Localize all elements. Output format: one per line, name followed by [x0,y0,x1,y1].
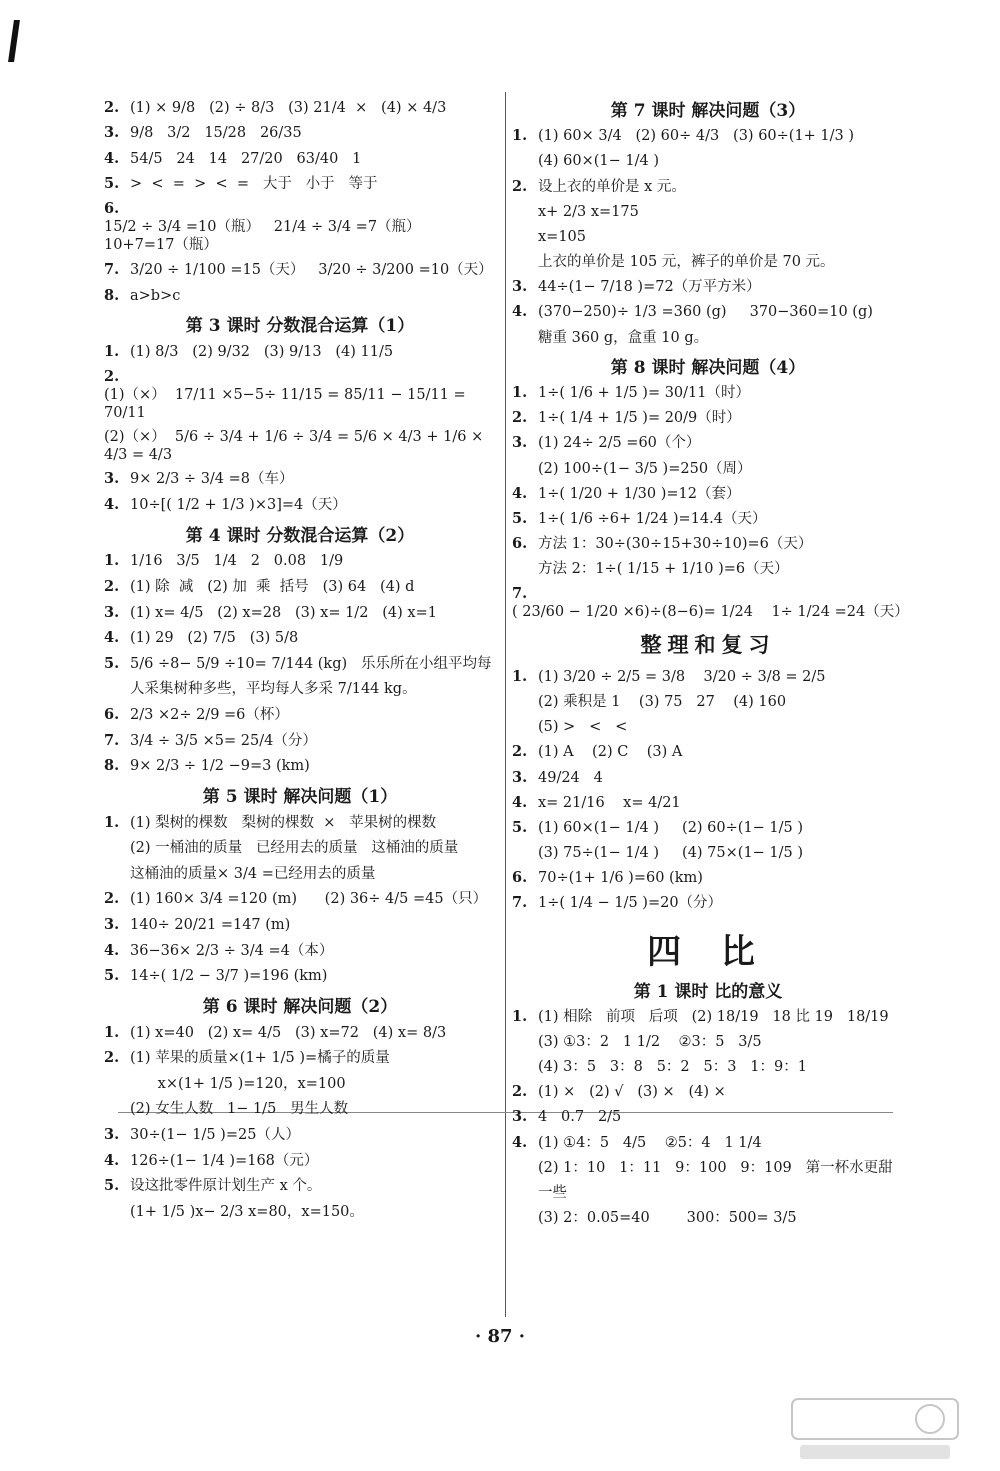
answer-text: (1) 60×(1− 1/4 ) (2) 60÷(1− 1/5 ) [538,819,804,836]
answer-text: 49/24 4 [538,769,603,786]
question-number: 5. [104,967,120,985]
answer-text: (3) ①3：2 1 1/2 ②3：5 3/5 [538,1033,762,1050]
answer-line [104,864,496,884]
question-number: 7. [104,261,120,279]
answer-text: 糖重 360 g，盒重 10 g。 [538,329,709,346]
answer-line [512,667,904,687]
answer-line [512,151,904,171]
question-number: 4. [104,496,120,514]
question-number: 3. [512,1108,528,1126]
answer-line [104,941,496,961]
answer-line [104,838,496,858]
question-number: 4. [512,793,528,811]
answer-text: 140÷ 20/21 =147 (m) [130,917,291,934]
answer-text: (370−250)÷ 1/3 =360 (g) 370−360=10 (g) [538,304,873,321]
answer-line [512,408,904,428]
column-divider [505,92,506,1317]
question-number: 5. [512,509,528,527]
answer-line [104,123,496,143]
answer-text: (1) ①4：5 4/5 ②5：4 1 1/4 [538,1134,762,1151]
answer-line [104,1074,496,1094]
answer-line [104,342,496,362]
answer-line [512,509,904,529]
question-number: 3. [104,1126,120,1144]
answer-text: (3) 75÷(1− 1/4 ) (4) 75×(1− 1/5 ) [538,845,804,862]
question-number: 7. [512,894,528,912]
question-number: 6. [512,869,528,887]
answer-line [512,227,904,247]
question-number: 6. [512,535,528,553]
answer-line [512,202,904,222]
answer-line [104,368,496,422]
answer-line [512,459,904,479]
answer-text: (2) 100÷(1− 3/5 )=250（周） [538,460,752,477]
question-number: 4. [104,941,120,959]
question-number: 4. [104,629,120,647]
answer-line [512,742,904,762]
answer-line [512,818,904,838]
answer-line [512,768,904,788]
answer-text: 1÷( 1/6 + 1/5 )= 30/11（时） [538,385,750,401]
answer-line [104,175,496,195]
answer-text: (1) 除 减 (2) 加 乘 括号 (3) 64 (4) d [130,578,415,595]
question-number: 4. [512,484,528,502]
answer-line [512,383,904,403]
answer-line [512,303,904,323]
answer-text: (1) 60× 3/4 (2) 60÷ 4/3 (3) 60÷(1+ 1/3 ) [538,128,855,145]
answer-line [512,1082,904,1102]
answer-text: (1) 3/20 ÷ 2/5 = 3/8 3/20 ÷ 3/8 = 2/5 [538,668,826,685]
question-number: 3. [512,278,528,296]
answer-text: a>b>c [130,287,181,304]
answer-line [512,1183,904,1203]
answer-text: (1) × (2) √ (3) × (4) × [538,1084,726,1101]
answer-text: (1+ 1/5 )x− 2/3 x=80，x=150。 [130,1203,364,1220]
answer-text: 方法 2：1÷( 1/15 + 1/10 )=6（天） [538,561,789,578]
section-heading: 第 6 课时 解决问题（2） [202,997,398,1017]
question-number: 8. [104,286,120,304]
answer-text: 1÷( 1/4 + 1/5 )= 20/9（时） [538,410,741,427]
answer-text: 设这批零件原计划生产 x 个。 [130,1178,322,1195]
answer-text: (1) 苹果的质量×(1+ 1/5 )=橘子的质量 [130,1050,390,1067]
corner-mark [8,20,20,62]
answer-text: 1÷( 1/6 ÷6+ 1/24 )=14.4（天） [538,510,767,527]
answer-text: (1) 160× 3/4 =120 (m) (2) 36÷ 4/5 =45（只） [130,891,488,908]
answer-text: 30÷(1− 1/5 )=25（人） [130,1127,300,1144]
answer-line [104,680,496,700]
answer-text: (1) 24÷ 2/5 =60（个） [538,435,701,452]
question-number: 3. [104,603,120,621]
question-number: 1. [512,127,528,145]
answer-text: 126÷(1− 1/4 )=168（元） [130,1152,319,1169]
question-number: 2. [512,1083,528,1101]
answer-line [512,277,904,297]
answer-text: 44÷(1− 7/18 )=72（万平方米） [538,279,761,296]
question-number: 6. [104,706,120,724]
answer-line [512,126,904,146]
section-heading: 第 5 课时 解决问题（1） [202,787,398,807]
answer-line [512,1057,904,1077]
answer-line [104,1100,496,1120]
answer-line [104,200,496,254]
answer-line [104,731,496,751]
answer-line [104,98,496,118]
answer-line [104,1125,496,1145]
answer-line [104,495,496,515]
answer-line [512,252,904,272]
question-number: 3. [104,124,120,142]
answer-line [512,1133,904,1153]
question-number: 6. [104,200,120,218]
answer-text: (1) 梨树的棵数 梨树的棵数 × 苹果树的棵数 [130,814,437,831]
answer-text: 9/8 3/2 15/28 26/35 [130,125,302,142]
answer-line [104,1048,496,1068]
answer-line [512,328,904,348]
answer-line [104,551,496,571]
answer-line [512,433,904,453]
answer-text: 2/3 ×2÷ 2/9 =6（杯） [130,707,289,724]
answer-line [104,577,496,597]
question-number: 1. [512,1007,528,1025]
answer-text: (1) A (2) C (3) A [538,744,683,761]
answer-text: (4) 60×(1− 1/4 ) [538,153,659,170]
answer-text: (2) 一桶油的质量 已经用去的质量 这桶油的质量 [130,840,459,857]
answer-line [512,559,904,579]
answer-text: (1) x= 4/5 (2) x=28 (3) x= 1/2 (4) x=1 [130,604,437,621]
left-column [104,92,496,1228]
answer-text: (1) 8/3 (2) 9/32 (3) 9/13 (4) 11/5 [130,343,394,360]
answer-text: (3) 2：0.05=40 300：500= 3/5 [538,1210,797,1227]
answer-text: ( 23/60 − 1/20 ×6)÷(8−6)= 1/24 1÷ 1/24 =24（天） [512,603,909,620]
section-heading: 第 7 课时 解决问题（3） [610,101,806,121]
answer-line [512,1158,904,1178]
answer-line [512,843,904,863]
answer-text: 15/2 ÷ 3/4 =10（瓶） 21/4 ÷ 3/4 =7（瓶） 10+7=17（瓶） [104,219,435,254]
question-number: 5. [104,175,120,193]
question-number: 1. [104,1023,120,1041]
answer-text: x+ 2/3 x=175 [538,203,639,220]
answer-line [104,966,496,986]
answer-line [104,915,496,935]
answer-line [104,286,496,306]
answer-text: 4 0.7 2/5 [538,1109,622,1126]
answer-text: 5/6 ÷8− 5/9 ÷10= 7/144 (kg) 乐乐所在小组平均每 [130,655,492,672]
answer-text: 1÷( 1/20 + 1/30 )=12（套） [538,485,741,502]
answer-line [512,1007,904,1027]
answer-line [512,177,904,197]
question-number: 3. [104,470,120,488]
answer-line [512,692,904,712]
answer-line [104,705,496,725]
question-number: 2. [104,98,120,116]
answer-text: 9× 2/3 ÷ 3/4 =8（车） [130,471,294,488]
answer-text: > < = > < = 大于 小于 等于 [130,176,378,193]
answer-text: (2) 女生人数 1− 1/5 男生人数 [130,1101,349,1118]
answer-line [512,534,904,554]
answer-text: (5) > < < [538,719,628,736]
answer-text: (1)（×） 17/11 ×5−5÷ 11/15 = 85/11 − 15/11 = 70/11 [104,386,471,421]
answer-text: (1) 相除 前项 后项 (2) 18/19 18 比 19 18/19 [538,1008,889,1025]
question-number: 1. [104,342,120,360]
question-number: 4. [512,1133,528,1151]
answer-text: x×(1+ 1/5 )=120，x=100 [130,1075,346,1092]
answer-text: (2) 乘积是 1 (3) 75 27 (4) 160 [538,693,787,710]
answer-line [512,1107,904,1127]
answer-line [104,1202,496,1222]
watermark-logo [790,1395,960,1465]
question-number: 2. [104,577,120,595]
question-number: 4. [104,1151,120,1169]
answer-text: 10÷[( 1/2 + 1/3 )×3]=4（天） [130,497,347,514]
question-number: 5. [104,1177,120,1195]
answer-line [512,793,904,813]
answer-line [512,1208,904,1228]
answer-line [512,717,904,737]
question-number: 3. [512,434,528,452]
answer-line [104,756,496,776]
question-number: 2. [104,890,120,908]
right-column [512,92,909,1233]
page-number: · 87 · [474,1326,526,1347]
section-heading: 第 1 课时 比的意义 [633,981,783,1002]
question-number: 3. [512,768,528,786]
answer-text: 人采集树种多些，平均每人多采 7/144 kg。 [130,681,417,698]
answer-line [104,428,496,464]
question-number: 1. [104,813,120,831]
answer-text: (2)（×） 5/6 ÷ 3/4 + 1/6 ÷ 3/4 = 5/6 × 4/3 + 1/6 × 4/3 = 4/3 [104,428,488,463]
answer-line [104,260,496,280]
answer-line [104,628,496,648]
question-number: 4. [104,149,120,167]
answer-text: 9× 2/3 ÷ 1/2 −9=3 (km) [130,758,310,775]
question-number: 5. [104,654,120,672]
question-number: 2. [104,367,120,385]
answer-text: (1) x=40 (2) x= 4/5 (3) x=72 (4) x= 8/3 [130,1024,447,1041]
question-number: 7. [512,584,528,602]
answer-text: 3/20 ÷ 1/100 =15（天） 3/20 ÷ 3/200 =10（天） [130,262,493,279]
question-number: 4. [512,303,528,321]
answer-line [512,894,904,914]
answer-line [512,484,904,504]
answer-text: 上衣的单价是 105 元，裤子的单价是 70 元。 [538,254,835,271]
answer-text: 3/4 ÷ 3/5 ×5= 25/4（分） [130,732,317,749]
answer-line [104,1176,496,1196]
question-number: 2. [512,409,528,427]
answer-line [104,813,496,833]
section-heading: 第 8 课时 解决问题（4） [610,357,806,378]
answer-line [104,149,496,169]
answer-text: x=105 [538,228,587,245]
answer-line [104,470,496,490]
question-number: 5. [512,818,528,836]
answer-text: 70÷(1+ 1/6 )=60 (km) [538,870,703,887]
question-number: 3. [104,916,120,934]
answer-text: 一些 [538,1184,567,1201]
question-number: 7. [104,731,120,749]
answer-text: 1÷( 1/4 − 1/5 )=20（分） [538,895,723,912]
answer-text: (2) 1：10 1：11 9：100 9：109 第一杯水更甜 [538,1159,893,1176]
question-number: 8. [104,757,120,775]
question-number: 1. [104,552,120,570]
answer-line [104,890,496,910]
answer-text: (1) 29 (2) 7/5 (3) 5/8 [130,630,299,647]
answer-line [104,654,496,674]
question-number: 2. [512,743,528,761]
answer-text: 54/5 24 14 27/20 63/40 1 [130,150,362,167]
answer-text: (4) 3：5 3：8 5：2 5：3 1：9：1 [538,1059,807,1075]
answer-text: 14÷( 1/2 − 3/7 )=196 (km) [130,968,328,985]
question-number: 2. [104,1049,120,1067]
section-heading: 四 比 [647,931,769,972]
question-number: 1. [512,667,528,685]
answer-text: 设上衣的单价是 x 元。 [538,178,686,195]
answer-text: x= 21/16 x= 4/21 [538,794,681,811]
answer-text: (1) × 9/8 (2) ÷ 8/3 (3) 21/4 × (4) × 4/3 [130,99,447,116]
answer-line [512,868,904,888]
answer-line [104,1151,496,1171]
answer-text: 36−36× 2/3 ÷ 3/4 =4（本） [130,942,334,959]
question-number: 2. [512,177,528,195]
answer-line [104,603,496,623]
answer-line [512,1032,904,1052]
answer-text: 1/16 3/5 1/4 2 0.08 1/9 [130,553,344,570]
section-heading: 第 4 课时 分数混合运算（2） [185,525,415,546]
answer-line [104,1023,496,1043]
question-number: 1. [512,384,528,401]
answer-line [512,584,909,621]
section-heading: 第 3 课时 分数混合运算（1） [185,316,415,337]
answer-text: 这桶油的质量× 3/4 =已经用去的质量 [130,865,376,882]
section-heading: 整理和复习 [640,631,776,657]
answer-text: 方法 1：30÷(30÷15+30÷10)=6（天） [538,536,813,553]
